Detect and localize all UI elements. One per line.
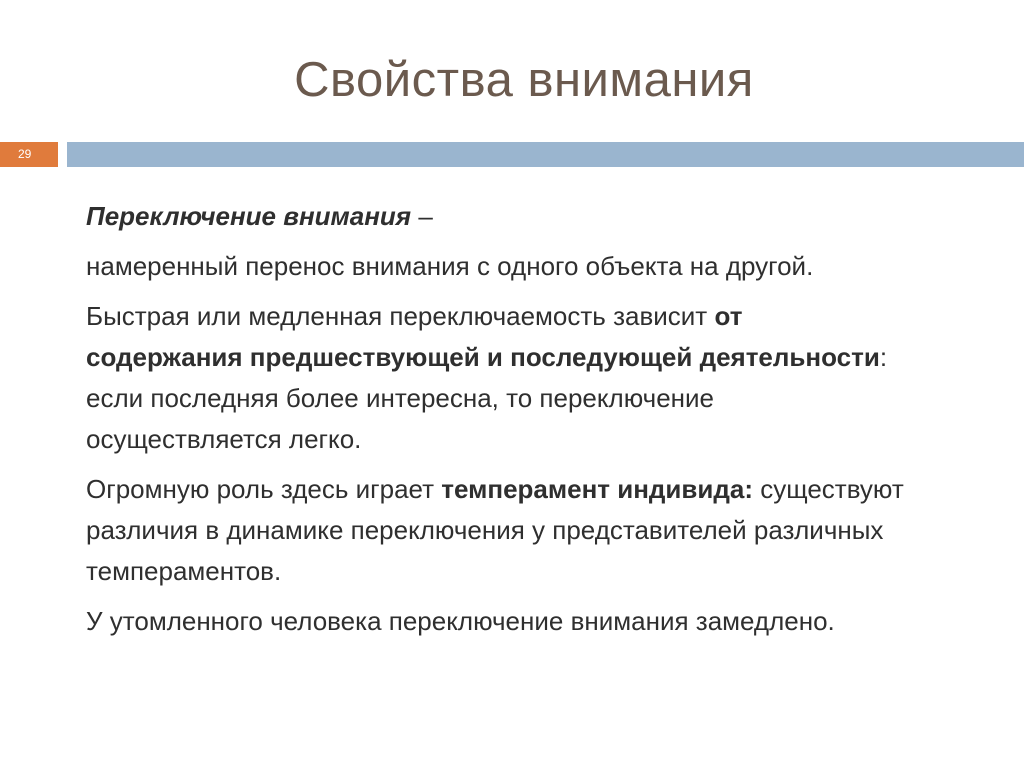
definition-heading (86, 196, 906, 237)
slide-title: Свойства внимания (294, 53, 754, 107)
paragraph-switch-speed-end: : если последняя более интересна, то переключение осуществляется легко. (86, 342, 888, 454)
paragraph-temperament-bold: темперамент индивида: (441, 474, 753, 504)
accent-bar (67, 142, 1024, 167)
page-number-badge: 29 (0, 142, 58, 167)
slide-content (86, 196, 906, 651)
paragraph-fatigue: У утомленного человека переключение внимания замедлено. (86, 606, 835, 636)
paragraph-temperament-end: существуют различия в динамике переключения у представителей различных темпераментов. (86, 474, 904, 586)
definition-text: намеренный перенос внимания с одного объекта на другой. (86, 251, 814, 281)
paragraph-temperament (86, 469, 906, 592)
paragraph-switch-speed (86, 296, 906, 460)
paragraph-switch-speed-bold: от содержания предшествующей и последующей деятельности (86, 301, 880, 372)
paragraph-switch-speed-start: Быстрая или медленная переключаемость зависит (86, 301, 715, 331)
term-label: Переключение внимания (86, 201, 412, 231)
paragraph-temperament-start: Огромную роль здесь играет (86, 474, 442, 504)
term-dash: – (411, 201, 433, 231)
